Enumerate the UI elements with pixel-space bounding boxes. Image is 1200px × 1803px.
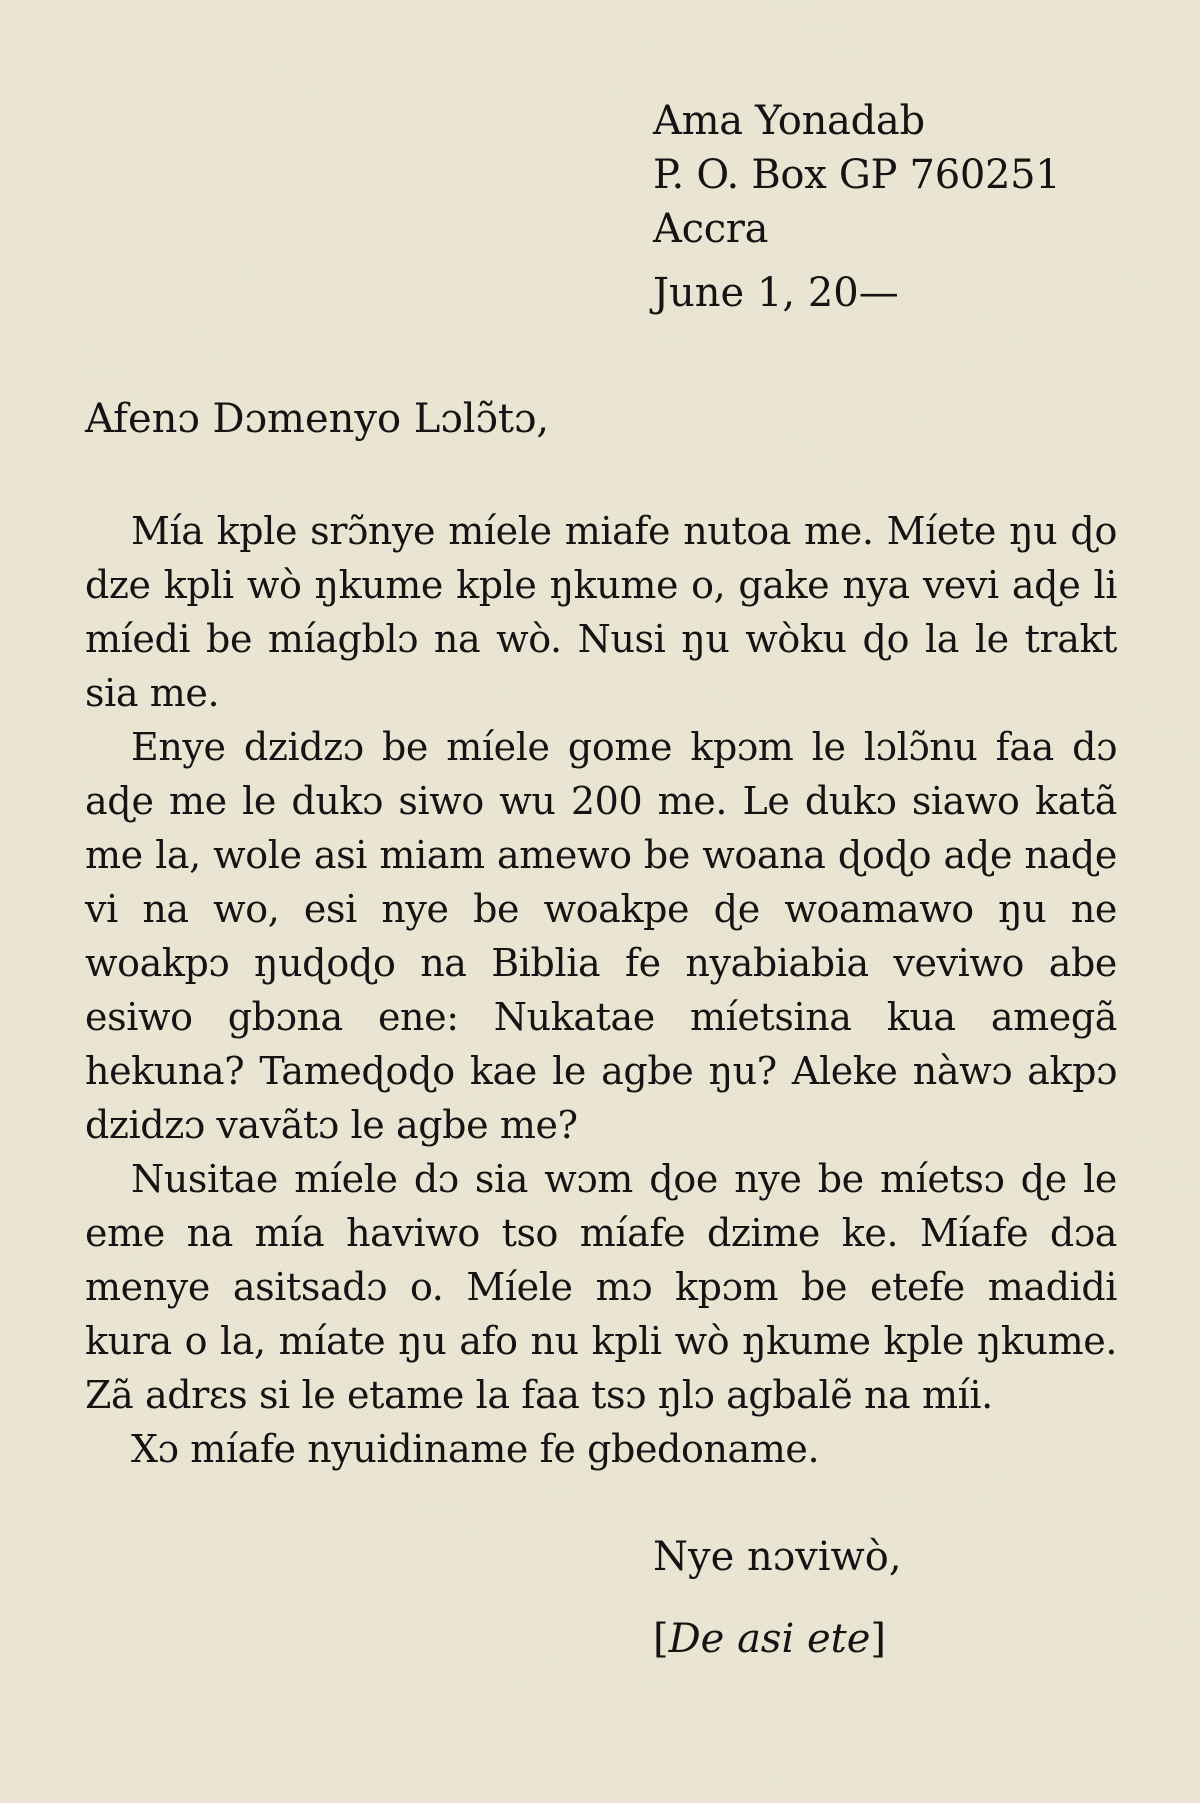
sender-po-box: P. O. Box GP 760251 <box>653 152 1061 198</box>
sender-city: Accra <box>653 206 769 252</box>
salutation: Afenɔ Dɔmenyo Lɔlɔ̃tɔ, <box>85 396 550 442</box>
sender-address-block <box>653 94 1060 256</box>
body-paragraph: Nusitae míele dɔ sia wɔm ɖoe nye be míetsɔ ɖe le eme na mía haviwo tso míafe dzime ke. Míafe dɔa menye asitsadɔ o. Míele mɔ kpɔm be etefe madidi kura o la, míate ŋu afo nu kpli wò ŋkume kple ŋkume. Zã adrɛs si le etame la faa tsɔ ŋlɔ agbalẽ na míi. <box>85 1157 1117 1417</box>
body-paragraph: Xɔ míafe nyuidiname fe gbedoname. <box>131 1427 820 1471</box>
signature-line <box>653 1612 886 1666</box>
signature-open-bracket: [ <box>653 1616 669 1662</box>
body-paragraph: Mía kple srɔ̃nye míele miafe nutoa me. Míete ŋu ɖo dze kpli wò ŋkume kple ŋkume o, gake nya vevi aɖe li míedi be míagblɔ na wò. Nusi ŋu wòku ɖo la le trakt sia me. <box>85 509 1117 715</box>
signature-close-bracket: ] <box>870 1616 886 1662</box>
letter-date: June 1, 20— <box>653 270 899 316</box>
body-paragraph: Enye dzidzɔ be míele gome kpɔm le lɔlɔ̃nu faa dɔ aɖe me le dukɔ siwo wu 200 me. Le dukɔ siawo katã me la, wole asi miam amewo be woana ɖoɖo aɖe naɖe vi na wo, esi nye be woakpe ɖe woamawo ŋu ne woakpɔ ŋuɖoɖo na Biblia fe nyabiabia veviwo abe esiwo gbɔna ene: Nukatae míetsina kua amegã hekuna? Tameɖoɖo kae le agbe ŋu? Aleke nàwɔ akpɔ dzidzɔ vavãtɔ le agbe me? <box>85 725 1117 1147</box>
letter-body <box>85 504 1117 1476</box>
complimentary-closing: Nye nɔviwò, <box>653 1534 902 1580</box>
sender-name: Ama Yonadab <box>653 98 925 144</box>
signature-placeholder: De asi ete <box>668 1616 871 1662</box>
